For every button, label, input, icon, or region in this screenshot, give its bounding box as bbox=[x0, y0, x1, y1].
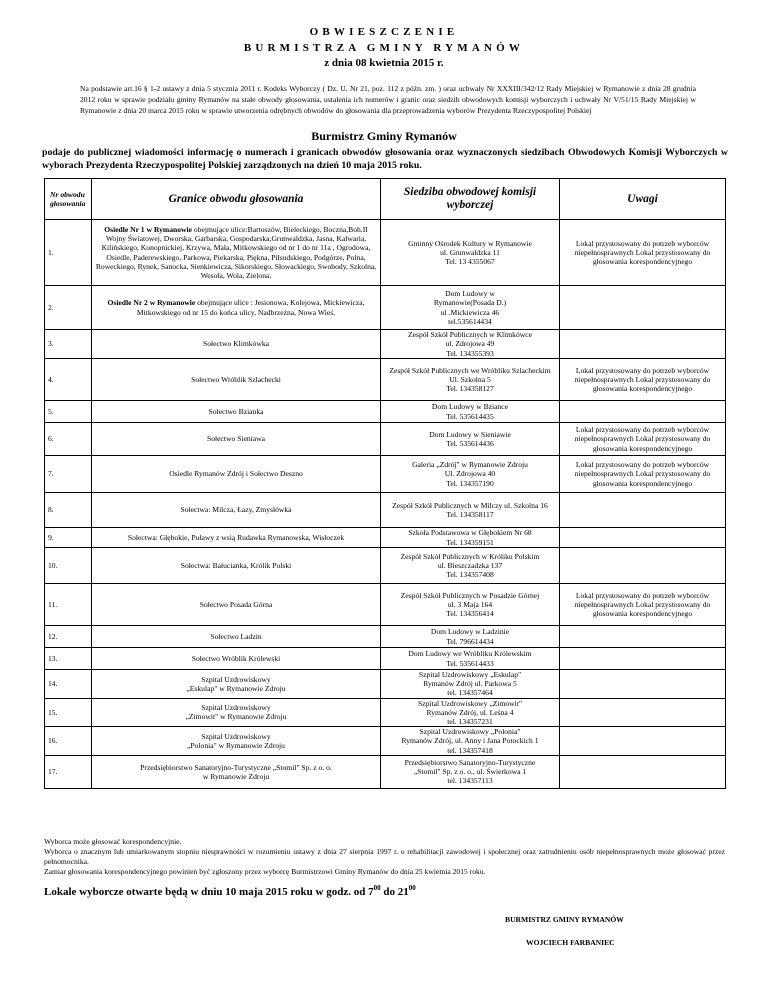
boundaries-text: Sołectwo Bzianka bbox=[208, 406, 264, 416]
table-row bbox=[45, 584, 726, 626]
district-number: 2. bbox=[45, 286, 92, 330]
notice-title: OBWIESZCZENIE bbox=[309, 26, 459, 38]
district-boundaries bbox=[92, 493, 381, 528]
commission-seat: Zespół Szkół Publicznych w Posadzie Górnej ul. 3 Maja 164 Tel. 134356414 bbox=[381, 584, 560, 626]
remarks: Lokal przystosowany do potrzeb wyborców niepełnosprawnych Lokal przystosowany do głosowania korespondencyjnego bbox=[560, 584, 726, 626]
commission-seat: Dom Ludowy we Wróbliku Królewskim Tel. 535614433 bbox=[381, 648, 560, 670]
table-row bbox=[45, 528, 726, 548]
district-number: 8. bbox=[45, 493, 92, 528]
district-number: 14. bbox=[45, 670, 92, 699]
district-boundaries bbox=[92, 286, 381, 330]
district-boundaries bbox=[92, 330, 381, 359]
remarks bbox=[560, 528, 726, 548]
commission-seat: Zespół Szkół Publicznych w Klimkówce ul. Zdrojowa 49 Tel. 134355393 bbox=[381, 330, 560, 359]
remarks bbox=[560, 286, 726, 330]
remarks: Lokal przystosowany do potrzeb wyborców niepełnosprawnych Lokal przystosowany do głosowania korespondencyjnego bbox=[560, 359, 726, 401]
signature-name: WOJCIECH FARBANIEC bbox=[526, 938, 615, 947]
remarks: Lokal przystosowany do potrzeb wyborców niepełnosprawnych Lokal przystosowany do głosowania korespondencyjnego bbox=[560, 423, 726, 456]
notice-date: z dnia 08 kwietnia 2015 r. bbox=[324, 57, 444, 69]
header-granice: Granice obwodu głosowania bbox=[92, 179, 381, 220]
signature-title: BURMISTRZ GMINY RYMANÓW bbox=[505, 915, 624, 924]
table-row bbox=[45, 401, 726, 423]
commission-seat: Szpital Uzdrowiskowy „Polonia" Rymanów Zdrój, ul. Anny i Jana Potockich 1 tel. 134357418 bbox=[381, 727, 560, 756]
district-number: 12. bbox=[45, 626, 92, 648]
remarks bbox=[560, 670, 726, 699]
hours-mid: do 21 bbox=[380, 886, 409, 898]
footer-note-1: Wyborca może głosować korespondencyjnie. bbox=[44, 837, 182, 846]
commission-seat: Gminny Ośrodek Kultury w Rymanowie ul. Grunwaldzka 11 Tel. 13 4355067 bbox=[381, 220, 560, 286]
boundaries-text: Sołectwo Posada Górna bbox=[199, 599, 273, 609]
district-boundaries bbox=[92, 220, 381, 286]
boundaries-text: Sołectwo Wróblik Królewski bbox=[191, 653, 281, 663]
boundaries-text: Osiedle Rymanów Zdrój i Sołectwo Deszno bbox=[169, 469, 303, 479]
district-boundaries bbox=[92, 698, 381, 727]
remarks bbox=[560, 626, 726, 648]
district-number: 13. bbox=[45, 648, 92, 670]
boundaries-text: obejmujące ulice:Bartoszów, Bieleckiego, Boczna,Boh.II Wojny Światowej, Dworska, Garbarska, Gospodarska,Grunwaldzka, Jasna, Kalwaria, Kilińskiego, Konopnickiej, Krzywa, Mała, Mitkowskiego od nr 1 do nr 11a , Ogrodowa, Osiedle, Paderewskiego, Parkowa, Piekarska, Piękna, Piłsudskiego, Podgórze, Polna, Roweckiego, Rynek, Sanocka, Sienkiewicza, Sikorskiego, Słowackiego, Swobody, Szkolna, Wesoła, Wola, Zielona. bbox=[95, 224, 377, 280]
remarks bbox=[560, 727, 726, 756]
commission-seat: Dom Ludowy w Rymanowie(Posada D.) ul .Mickiewicza 46 tel.535614434 bbox=[381, 286, 560, 330]
commission-seat: Zespół Szkół Publicznych we Wróbliku Szlacheckim Ul. Szkolna 5 Tel. 134358127 bbox=[381, 359, 560, 401]
table-row bbox=[45, 330, 726, 359]
district-boundaries bbox=[92, 548, 381, 584]
boundaries-text: Szpital Uzdrowiskowy „Polonia" w Rymanowie Zdroju bbox=[187, 731, 285, 751]
opening-hours bbox=[44, 886, 416, 898]
remarks bbox=[560, 648, 726, 670]
district-boundaries bbox=[92, 670, 381, 699]
body-title: Burmistrz Gminy Rymanów bbox=[311, 129, 457, 143]
table-row bbox=[45, 493, 726, 528]
remarks bbox=[560, 698, 726, 727]
body-subtitle: podaje do publicznej wiadomości informację o numerach i granicach obwodów głosowania oraz wyznaczonych siedzibach Obwodowych Komisji Wyborczych w wyborach Prezydenta Rzeczypospolitej Polskiej zarządzonych na dzień 10 maja 2015 roku. bbox=[42, 147, 728, 171]
header-siedziba: Siedziba obwodowej komisji wyborczej bbox=[381, 179, 560, 220]
district-boundaries bbox=[92, 423, 381, 456]
district-number: 3. bbox=[45, 330, 92, 359]
table-header-row bbox=[45, 179, 726, 220]
district-boundaries bbox=[92, 626, 381, 648]
table-row bbox=[45, 359, 726, 401]
notice-issuer: BURMISTRZA GMINY RYMANÓW bbox=[243, 42, 525, 54]
commission-seat: Dom Ludowy w Sieniawie Tel. 535614436 bbox=[381, 423, 560, 456]
boundaries-text: Szpital Uzdrowiskowy „Zimowit" w Rymanowie Zdroju bbox=[185, 703, 287, 722]
boundaries-text: obejmujące ulice : Jesionowa, Kolejowa, Mickiewicza, Mitkowskiego od nr 15 do końca ulicy, Nadbrzeżna, Nowa Wieś. bbox=[136, 298, 365, 317]
commission-seat: Szpital Uzdrowiskowy „Zimowit" Rymanów Zdrój, ul. Leśna 4 tel. 134357231 bbox=[381, 698, 560, 727]
district-number: 17. bbox=[45, 755, 92, 788]
districts-table bbox=[44, 178, 726, 789]
boundaries-text: Sołectwo Sieniawa bbox=[207, 434, 265, 444]
remarks bbox=[560, 755, 726, 788]
footer-note-3: Zamiar głosowania korespondencyjnego powinien być zgłoszony przez wyborcę Burmistrzowi Gminy Rymanów do dnia 25 kwietnia 2015 roku. bbox=[44, 867, 486, 876]
commission-seat: Zespół Szkół Publicznych w Króliku Polskim ul. Bieszczadzka 137 Tel. 134357408 bbox=[381, 548, 560, 584]
district-number: 10. bbox=[45, 548, 92, 584]
table-row bbox=[45, 626, 726, 648]
boundaries-area-name: Osiedle Nr 1 w Rymanowie bbox=[104, 224, 192, 234]
district-boundaries bbox=[92, 456, 381, 493]
remarks bbox=[560, 493, 726, 528]
table-row bbox=[45, 755, 726, 788]
commission-seat: Zespół Szkół Publicznych w Milczy ul. Szkolna 16 Tel. 134358117 bbox=[381, 493, 560, 528]
boundaries-text: Szpital Uzdrowiskowy „Eskulap" w Rymanowie Zdroju bbox=[186, 674, 286, 693]
table-row bbox=[45, 648, 726, 670]
hours-sup-start: 00 bbox=[373, 884, 381, 892]
table-row bbox=[45, 286, 726, 330]
remarks bbox=[560, 401, 726, 423]
district-boundaries bbox=[92, 648, 381, 670]
hours-sup-end: 00 bbox=[408, 884, 416, 892]
commission-seat: Dom Ludowy w Ladzinie Tel. 796614434 bbox=[381, 626, 560, 648]
boundaries-text: Sołectwo Klimkówka bbox=[202, 339, 269, 349]
remarks: Lokal przystosowany do potrzeb wyborców niepełnosprawnych Lokal przystosowany do głosowania korespondencyjnego bbox=[560, 456, 726, 493]
district-boundaries bbox=[92, 755, 381, 788]
boundaries-text: Sołectwa: Milcza, Łazy, Zmysłówka bbox=[180, 505, 292, 515]
commission-seat: Dom Ludowy w Bziance Tel. 535614435 bbox=[381, 401, 560, 423]
remarks: Lokal przystosowany do potrzeb wyborców niepełnosprawnych Lokal przystosowany do głosowania korespondencyjnego bbox=[560, 220, 726, 286]
boundaries-area-name: Osiedle Nr 2 w Rymanowie bbox=[107, 298, 196, 308]
district-number: 1. bbox=[45, 220, 92, 286]
boundaries-text: Sołectwo Ladzin bbox=[210, 631, 262, 641]
commission-seat: Przedsiębiorstwo Sanatoryjno-Turystyczne „Stomil" Sp. z o. o., ul. Świerkowa 1 tel. 134357113 bbox=[381, 755, 560, 788]
legal-basis-paragraph: Na podstawie art.16 § 1-2 ustawy z dnia 5 stycznia 2011 r. Kodeks Wyborczy ( Dz. U. Nr 21, poz. 112 z późn. zm. ) oraz uchwały Nr XXXIII/342/12 Rady Miejskiej w Rymanowie z dnia 28 grudnia 2012 roku w sprawie podziału gminy Rymanów na stałe obwody głosowania, ustalenia ich numerów i granic oraz siedzib obwodowych komisji wyborczych i uchwały Nr V/51/15 Rady Miejskiej w Rymanowie z dnia 20 marca 2015 roku w sprawie utworzenia odrębnych obwodów do głosowania dla przeprowadzenia wyborów Prezydenta Rzeczypospolitej Polskiej bbox=[80, 84, 696, 115]
header-uwagi: Uwagi bbox=[560, 179, 726, 220]
district-number: 16. bbox=[45, 727, 92, 756]
header-nr: Nr obwodu głosowania bbox=[45, 179, 92, 220]
table-row bbox=[45, 698, 726, 727]
district-number: 5. bbox=[45, 401, 92, 423]
footer-note-2: Wyborca o znacznym lub umiarkowanym stopniu niesprawności w rozumieniu ustawy z dnia 27 sierpnia 1997 r. o rehabilitacji zawodowej i społecznej oraz zatrudnieniu osób niepełnosprawnych może głosować przez pełnomocnika. bbox=[44, 847, 725, 866]
district-number: 9. bbox=[45, 528, 92, 548]
district-number: 4. bbox=[45, 359, 92, 401]
remarks bbox=[560, 330, 726, 359]
table-row bbox=[45, 548, 726, 584]
district-boundaries bbox=[92, 528, 381, 548]
district-boundaries bbox=[92, 727, 381, 756]
table-row bbox=[45, 456, 726, 493]
commission-seat: Galeria „Zdrój" w Rymanowie Zdroju Ul. Zdrojowa 40 Tel. 134357190 bbox=[381, 456, 560, 493]
hours-text: Lokale wyborcze otwarte będą w dniu 10 maja 2015 roku w godz. od 7 bbox=[44, 886, 374, 898]
table-row bbox=[45, 220, 726, 286]
footer-notes bbox=[44, 837, 725, 877]
table-row bbox=[45, 423, 726, 456]
district-boundaries bbox=[92, 584, 381, 626]
boundaries-text: Przedsiębiorstwo Sanatoryjno-Turystyczne „Stomil" Sp. z o. o. w Rymanowie Zdroju bbox=[140, 762, 332, 781]
district-number: 7. bbox=[45, 456, 92, 493]
boundaries-text: Sołectwo Wróblik Szlachecki bbox=[191, 374, 281, 384]
commission-seat: Szpital Uzdrowiskowy „Eskulap" Rymanów Zdrój ul. Parkowa 5 tel. 134357464 bbox=[381, 670, 560, 699]
table-row bbox=[45, 670, 726, 699]
district-boundaries bbox=[92, 359, 381, 401]
district-number: 6. bbox=[45, 423, 92, 456]
boundaries-text: Sołectwa: Bałucianka, Królik Polski bbox=[180, 560, 292, 570]
district-number: 15. bbox=[45, 698, 92, 727]
district-number: 11. bbox=[45, 584, 92, 626]
district-boundaries bbox=[92, 401, 381, 423]
commission-seat: Szkoła Podstawowa w Głębokiem Nr 68 Tel. 134359151 bbox=[381, 528, 560, 548]
remarks bbox=[560, 548, 726, 584]
boundaries-text: Sołectwa: Głębokie, Puławy z wsią Rudawka Rymanowska, Wisłoczek bbox=[127, 532, 345, 542]
table-row bbox=[45, 727, 726, 756]
